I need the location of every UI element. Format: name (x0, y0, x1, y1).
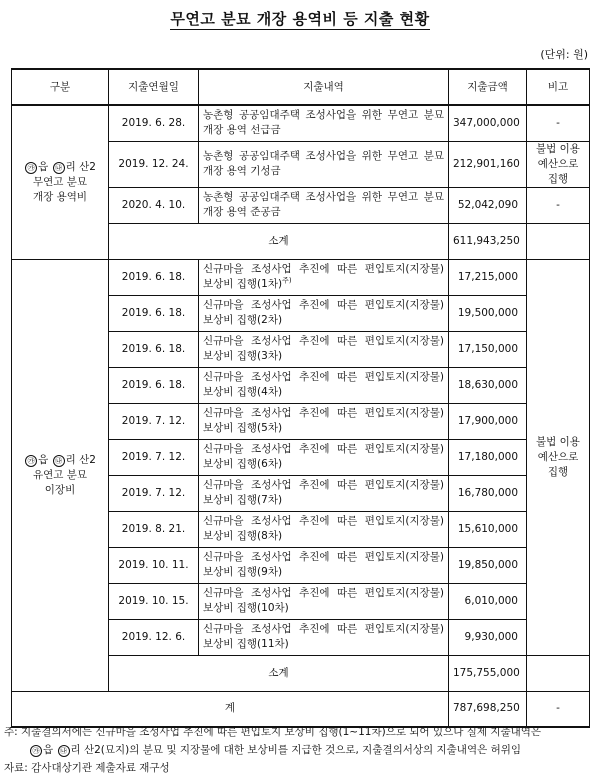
desc-line2-wrap (203, 277, 444, 292)
description-cell (199, 331, 449, 367)
desc-line1: 신규마을 조성사업 추진에 따른 편입토지(지장물) (203, 407, 444, 419)
table-row (12, 259, 590, 295)
group2-note (527, 259, 590, 655)
amount-cell: 15,610,000 (449, 511, 527, 547)
group-name-line1: 무연고 분묘 (32, 175, 88, 188)
date-cell: 2019. 6. 18. (109, 295, 199, 331)
header-note: 비고 (527, 69, 590, 105)
note-cell (527, 141, 590, 187)
header-description: 지출내역 (199, 69, 449, 105)
desc-line1: 신규마을 조성사업 추진에 따른 편입토지(지장물) (203, 335, 444, 347)
description-cell (199, 439, 449, 475)
date-cell: 2019. 12. 6. (109, 619, 199, 655)
page-title-text: 무연고 분묘 개장 용역비 등 지출 현황 (170, 10, 430, 28)
desc-line1: 신규마을 조성사업 추진에 따른 편입토지(지장물) (203, 371, 444, 383)
header-amount: 지출금액 (449, 69, 527, 105)
group1-category (12, 105, 109, 259)
footnote-line1: 주: 지출결의서에는 신규마을 조성사업 추진에 따른 편입토지 보상비 집행(1~11차)으로 되어 있으나 실제 지출내역은 (4, 726, 542, 738)
total-row (12, 691, 590, 727)
total-note: - (527, 691, 590, 727)
date-cell: 2019. 10. 11. (109, 547, 199, 583)
subtotal-note (527, 223, 590, 259)
circled-char: ㉯ (58, 745, 70, 757)
description-cell (199, 475, 449, 511)
description-cell (199, 141, 449, 187)
subtotal-amount: 611,943,250 (449, 223, 527, 259)
amount-cell: 52,042,090 (449, 187, 527, 223)
desc-line1: 신규마을 조성사업 추진에 따른 편입토지(지장물) (203, 443, 444, 455)
desc-line2: 보상비 집행(4차) (203, 386, 283, 398)
desc-line1: 신규마을 조성사업 추진에 따른 편입토지(지장물) (203, 515, 444, 527)
loc-prefix: 읍 (38, 453, 49, 466)
date-cell: 2019. 6. 28. (109, 105, 199, 141)
amount-cell: 17,215,000 (449, 259, 527, 295)
desc-line1: 신규마을 조성사업 추진에 따른 편입토지(지장물) (203, 587, 444, 599)
subtotal-label: 소계 (109, 655, 449, 691)
circled-char: ㉯ (53, 455, 65, 467)
date-cell: 2019. 6. 18. (109, 331, 199, 367)
header-row (12, 69, 590, 105)
desc-line2: 보상비 집행(11차) (203, 638, 289, 650)
desc-line2: 보상비 집행(2차) (203, 314, 283, 326)
desc-line1: 신규마을 조성사업 추진에 따른 편입토지(지장물) (203, 623, 444, 635)
amount-cell: 6,010,000 (449, 583, 527, 619)
amount-cell: 212,901,160 (449, 141, 527, 187)
table-row (12, 105, 590, 141)
description-cell (199, 295, 449, 331)
footnote-line2 (4, 741, 596, 759)
note-cell: - (527, 187, 590, 223)
date-cell: 2020. 4. 10. (109, 187, 199, 223)
page-title (0, 8, 600, 29)
unit-label: (단위: 원) (540, 48, 588, 61)
footnote (4, 723, 596, 777)
footnote-source: 자료: 감사대상기관 제출자료 재구성 (4, 762, 170, 774)
date-cell: 2019. 6. 18. (109, 367, 199, 403)
desc-line2: 보상비 집행(8차) (203, 530, 283, 542)
subtotal-label: 소계 (109, 223, 449, 259)
circled-char: ㉮ (25, 455, 37, 467)
total-label: 계 (12, 691, 449, 727)
date-cell: 2019. 10. 15. (109, 583, 199, 619)
date-cell: 2019. 7. 12. (109, 475, 199, 511)
date-cell: 2019. 7. 12. (109, 403, 199, 439)
circled-char: ㉮ (30, 745, 42, 757)
footnote-loc-prefix: 읍 (43, 744, 54, 756)
description-cell (199, 187, 449, 223)
circled-char: ㉯ (53, 162, 65, 174)
desc-line2: 개장 용역 기성금 (203, 165, 281, 177)
desc-line2: 개장 용역 선급금 (203, 124, 281, 137)
note-cell: - (527, 105, 590, 141)
description-cell (199, 403, 449, 439)
note-line2: 예산으로 집행 (537, 157, 579, 185)
desc-line1: 농촌형 공공임대주택 조성사업을 위한 무연고 분묘 (203, 109, 444, 122)
description-cell (199, 259, 449, 295)
amount-cell: 17,180,000 (449, 439, 527, 475)
date-cell: 2019. 8. 21. (109, 511, 199, 547)
amount-cell: 347,000,000 (449, 105, 527, 141)
amount-cell: 19,850,000 (449, 547, 527, 583)
desc-line2: 보상비 집행(7차) (203, 494, 283, 506)
desc-line1: 신규마을 조성사업 추진에 따른 편입토지(지장물) (203, 551, 444, 563)
desc-line2: 개장 용역 준공금 (203, 206, 281, 218)
amount-cell: 17,150,000 (449, 331, 527, 367)
loc-suffix: 리 산2 (65, 453, 96, 466)
desc-line1: 신규마을 조성사업 추진에 따른 편입토지(지장물) (203, 263, 444, 275)
note-line2: 예산으로 집행 (537, 450, 579, 478)
desc-line1: 농촌형 공공임대주택 조성사업을 위한 무연고 분묘 (203, 191, 444, 203)
group-name-line2: 개장 용역비 (32, 190, 88, 203)
date-cell: 2019. 6. 18. (109, 259, 199, 295)
amount-cell: 18,630,000 (449, 367, 527, 403)
desc-line1: 신규마을 조성사업 추진에 따른 편입토지(지장물) (203, 299, 444, 311)
total-amount: 787,698,250 (449, 691, 527, 727)
desc-line1: 신규마을 조성사업 추진에 따른 편입토지(지장물) (203, 479, 444, 491)
desc-line2: 보상비 집행(10차) (203, 602, 289, 614)
header-date: 지출연월일 (109, 69, 199, 105)
desc-line2: 보상비 집행(3차) (203, 350, 283, 362)
amount-cell: 19,500,000 (449, 295, 527, 331)
desc-line2: 보상비 집행(9차) (203, 566, 283, 578)
desc-line2: 보상비 집행(6차) (203, 458, 283, 470)
group-name-line2: 이장비 (44, 483, 76, 496)
loc-suffix: 리 산2 (65, 160, 96, 173)
circled-char: ㉮ (25, 162, 37, 174)
amount-cell: 16,780,000 (449, 475, 527, 511)
amount-cell: 9,930,000 (449, 619, 527, 655)
loc-prefix: 읍 (38, 160, 49, 173)
description-cell (199, 367, 449, 403)
description-cell (199, 547, 449, 583)
desc-line1: 농촌형 공공임대주택 조성사업을 위한 무연고 분묘 (203, 150, 444, 162)
group-name-line1: 유연고 분묘 (32, 468, 88, 481)
subtotal-amount: 175,755,000 (449, 655, 527, 691)
note-line1: 불법 이용 (536, 142, 580, 155)
group2-category (12, 259, 109, 691)
note-line1: 불법 이용 (536, 435, 580, 448)
date-cell: 2019. 12. 24. (109, 141, 199, 187)
footnote-mark: 주) (282, 276, 292, 285)
desc-line2: 보상비 집행(1차) (203, 278, 283, 290)
description-cell (199, 105, 449, 141)
description-cell (199, 619, 449, 655)
subtotal-note (527, 655, 590, 691)
desc-line2: 보상비 집행(5차) (203, 422, 283, 434)
amount-cell: 17,900,000 (449, 403, 527, 439)
description-cell (199, 511, 449, 547)
date-cell: 2019. 7. 12. (109, 439, 199, 475)
expenditure-table (11, 68, 590, 728)
footnote-line2-text: 리 산2(묘지)의 분묘 및 지장물에 대한 보상비를 지급한 것으로, 지출결의서상의 지출내역은 허위임 (70, 744, 522, 756)
description-cell (199, 583, 449, 619)
header-category: 구분 (12, 69, 109, 105)
